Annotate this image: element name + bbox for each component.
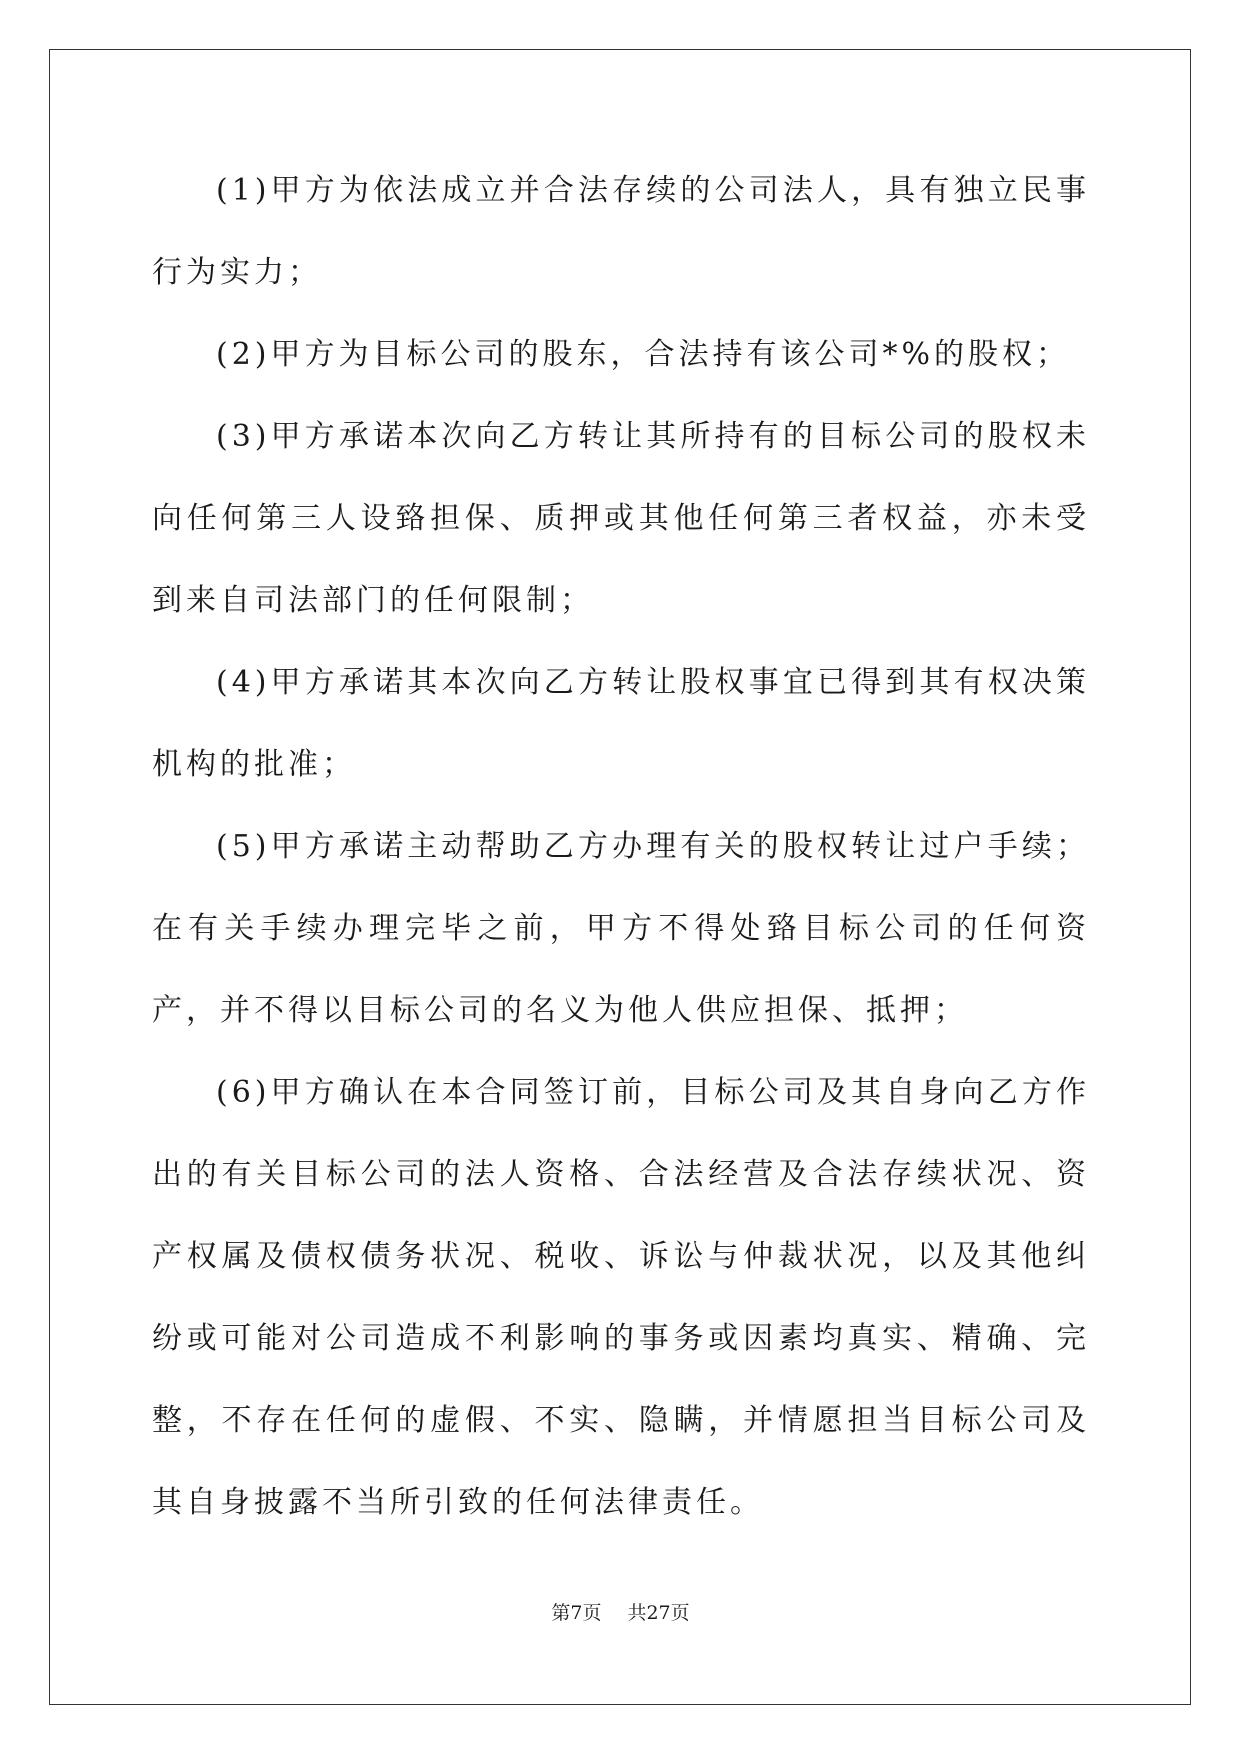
page-total: 共27页 <box>627 1602 690 1624</box>
paragraph-2: (2)甲方为目标公司的股东，合法持有该公司*%的股权； <box>216 337 1071 372</box>
paragraph-3: (3)甲方承诺本次向乙方转让其所持有的目标公司的股权未向任何第三人设臵担保、质押或其他任何第三者权益，亦未受到来自司法部门的任何限制； <box>152 419 1090 618</box>
paragraph-4: (4)甲方承诺其本次向乙方转让股权事宜已得到其有权决策机构的批准； <box>152 665 1090 782</box>
paragraph-6: (6)甲方确认在本合同签订前，目标公司及其自身向乙方作出的有关目标公司的法人资格、合法经营及合法存续状况、资产权属及债权债务状况、税收、诉讼与仲裁状况，以及其他纠纷或可能对公司造成不利影响的事务或因素均真实、精确、完整，不存在任何的虚假、不实、隐瞒，并情愿担当目标公司及其自身披露不当所引致的任何法律责任。 <box>152 1075 1090 1520</box>
paragraph-5: (5)甲方承诺主动帮助乙方办理有关的股权转让过户手续；在有关手续办理完毕之前，甲方不得处臵目标公司的任何资产，并不得以目标公司的名义为他人供应担保、抵押； <box>152 829 1090 1028</box>
page-footer <box>0 1598 1241 1625</box>
page-number: 第7页 <box>551 1602 602 1624</box>
document-body <box>152 150 1090 1544</box>
paragraph-1: (1)甲方为依法成立并合法存续的公司法人，具有独立民事行为实力； <box>152 173 1090 290</box>
